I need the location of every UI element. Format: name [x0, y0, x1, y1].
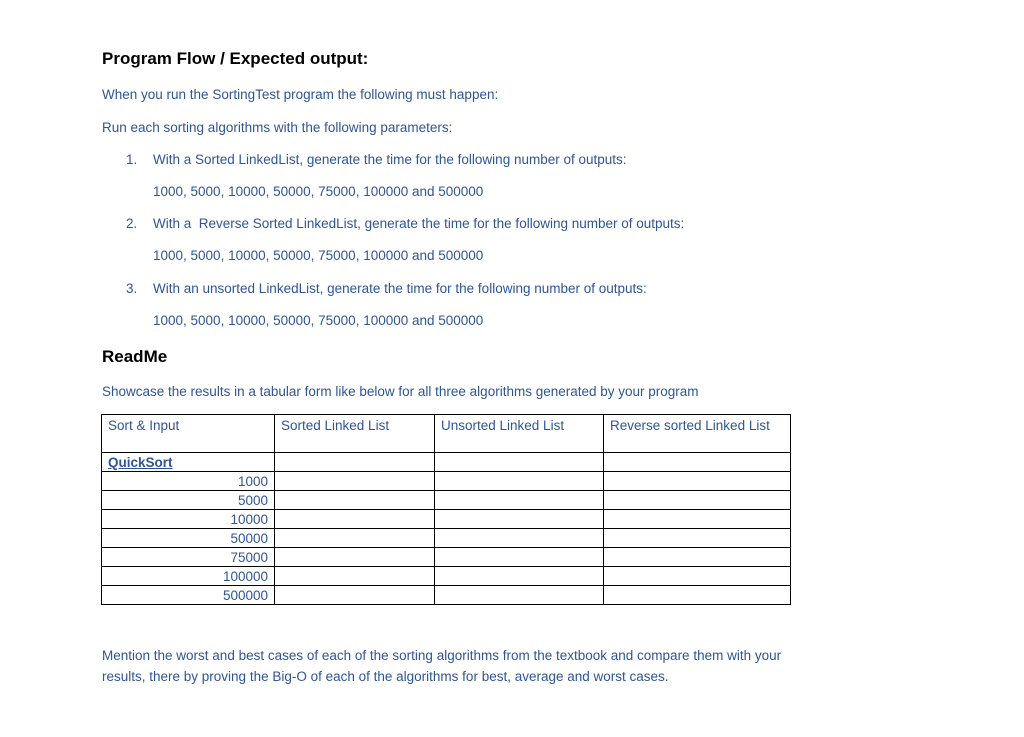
table-cell [604, 491, 791, 510]
table-row [102, 491, 791, 510]
program-flow-heading: Program Flow / Expected output: [102, 49, 369, 68]
intro-line-1: When you run the SortingTest program the following must happen: [102, 87, 499, 102]
intro-line-2: Run each sorting algorithms with the following parameters: [102, 120, 453, 135]
showcase-text: Showcase the results in a tabular form like below for all three algorithms generated by your program [102, 384, 699, 399]
step-2-values: 1000, 5000, 10000, 50000, 75000, 100000 and 500000 [153, 248, 484, 263]
table-cell [275, 586, 435, 605]
table-cell [604, 548, 791, 567]
table-row [102, 472, 791, 491]
results-table [101, 414, 791, 605]
algorithm-name: QuickSort [102, 453, 275, 472]
table-cell [604, 529, 791, 548]
input-size: 1000 [102, 472, 275, 491]
header-reverse: Reverse sorted Linked List [604, 415, 791, 453]
step-1-values: 1000, 5000, 10000, 50000, 75000, 100000 and 500000 [153, 184, 484, 199]
table-cell [275, 453, 435, 472]
table-row [102, 586, 791, 605]
table-cell [604, 453, 791, 472]
table-row [102, 510, 791, 529]
input-size: 5000 [102, 491, 275, 510]
table-cell [604, 567, 791, 586]
table-row [102, 529, 791, 548]
table-cell [275, 491, 435, 510]
step-1-number: 1. [126, 152, 138, 167]
readme-heading: ReadMe [102, 347, 168, 366]
input-size: 10000 [102, 510, 275, 529]
header-unsorted: Unsorted Linked List [435, 415, 604, 453]
input-size: 75000 [102, 548, 275, 567]
table-cell [435, 548, 604, 567]
header-sorted: Sorted Linked List [275, 415, 435, 453]
table-cell [275, 548, 435, 567]
input-size: 50000 [102, 529, 275, 548]
table-cell [435, 491, 604, 510]
step-2-text: With a Reverse Sorted LinkedList, generate the time for the following number of outputs: [153, 216, 685, 231]
step-3-number: 3. [126, 281, 138, 296]
table-cell [275, 529, 435, 548]
table-cell [275, 567, 435, 586]
table-cell [435, 510, 604, 529]
table-row [102, 548, 791, 567]
table-header-row [102, 415, 791, 453]
table-cell [275, 472, 435, 491]
mention-paragraph: Mention the worst and best cases of each of the sorting algorithms from the textbook and compare them with your results, there by proving the Big-O of each of the algorithms for best, average and worst cases. [102, 648, 782, 684]
table-cell [435, 453, 604, 472]
table-cell [435, 472, 604, 491]
table-cell [604, 472, 791, 491]
table-cell [435, 586, 604, 605]
step-1-text: With a Sorted LinkedList, generate the time for the following number of outputs: [153, 152, 627, 167]
table-cell [604, 510, 791, 529]
input-size: 500000 [102, 586, 275, 605]
table-cell [435, 529, 604, 548]
table-cell [435, 567, 604, 586]
step-3-text: With an unsorted LinkedList, generate the time for the following number of outputs: [153, 281, 647, 296]
table-cell [604, 586, 791, 605]
header-sort-input: Sort & Input [102, 415, 275, 453]
step-2-number: 2. [126, 216, 138, 231]
table-row [102, 567, 791, 586]
table-cell [275, 510, 435, 529]
step-3-values: 1000, 5000, 10000, 50000, 75000, 100000 and 500000 [153, 313, 484, 328]
input-size: 100000 [102, 567, 275, 586]
table-row [102, 453, 791, 472]
